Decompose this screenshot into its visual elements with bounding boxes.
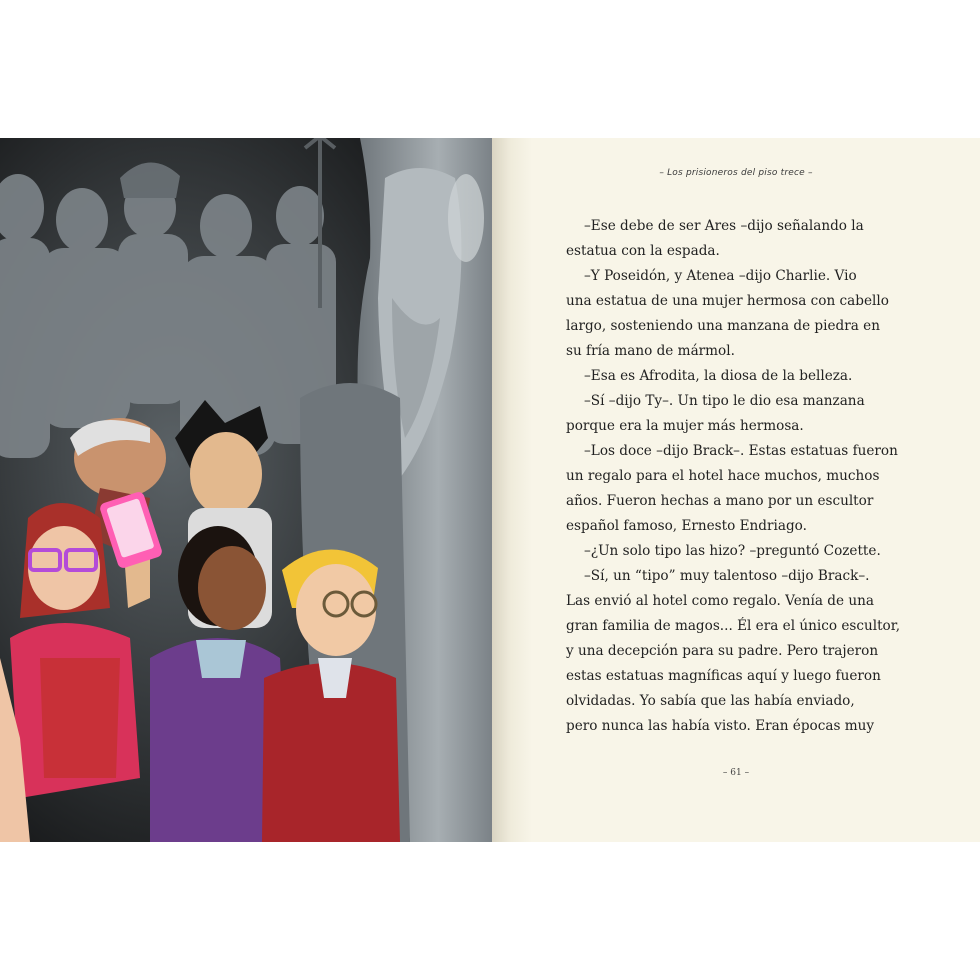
text-page <box>492 138 980 842</box>
text-line: –Ese debe de ser Ares –dijo señalando la <box>584 218 864 234</box>
text-line: pero nunca las había visto. Eran épocas muy <box>566 718 875 734</box>
text-line: porque era la mujer más hermosa. <box>566 418 804 434</box>
illustration <box>0 138 492 842</box>
page-number: – 61 – <box>722 768 750 778</box>
text-line: una estatua de una mujer hermosa con cabello <box>566 293 889 309</box>
text-line: –Sí, un “tipo” muy talentoso –dijo Brack–. <box>584 568 870 584</box>
body-text <box>566 214 911 739</box>
text-line: años. Fueron hechas a mano por un escultor <box>566 493 874 509</box>
running-header: – Los prisioneros del piso trece – <box>659 168 813 178</box>
text-line: –¿Un solo tipo las hizo? –preguntó Cozette. <box>584 543 881 559</box>
text-line: y una decepción para su padre. Pero trajeron <box>566 643 879 659</box>
text-line: español famoso, Ernesto Endriago. <box>566 518 807 534</box>
illustration-page <box>0 138 492 842</box>
text-line: –Sí –dijo Ty–. Un tipo le dio esa manzana <box>584 393 865 409</box>
text-line: gran familia de magos... Él era el único escultor, <box>566 618 901 634</box>
text-line: estatua con la espada. <box>566 243 720 259</box>
text-line: Las envió al hotel como regalo. Venía de una <box>566 593 874 609</box>
text-line: –Y Poseidón, y Atenea –dijo Charlie. Vio <box>584 268 857 284</box>
text-line: un regalo para el hotel hace muchos, muchos <box>566 468 880 484</box>
text-line: –Esa es Afrodita, la diosa de la belleza. <box>584 368 853 384</box>
text-line: olvidadas. Yo sabía que las había enviado, <box>566 693 855 709</box>
book-spread <box>0 138 980 842</box>
text-line: su fría mano de mármol. <box>566 343 735 359</box>
text-line: estas estatuas magníficas aquí y luego fueron <box>566 668 881 684</box>
text-line: –Los doce –dijo Brack–. Estas estatuas fueron <box>584 443 898 459</box>
text-line: largo, sosteniendo una manzana de piedra en <box>566 318 880 334</box>
